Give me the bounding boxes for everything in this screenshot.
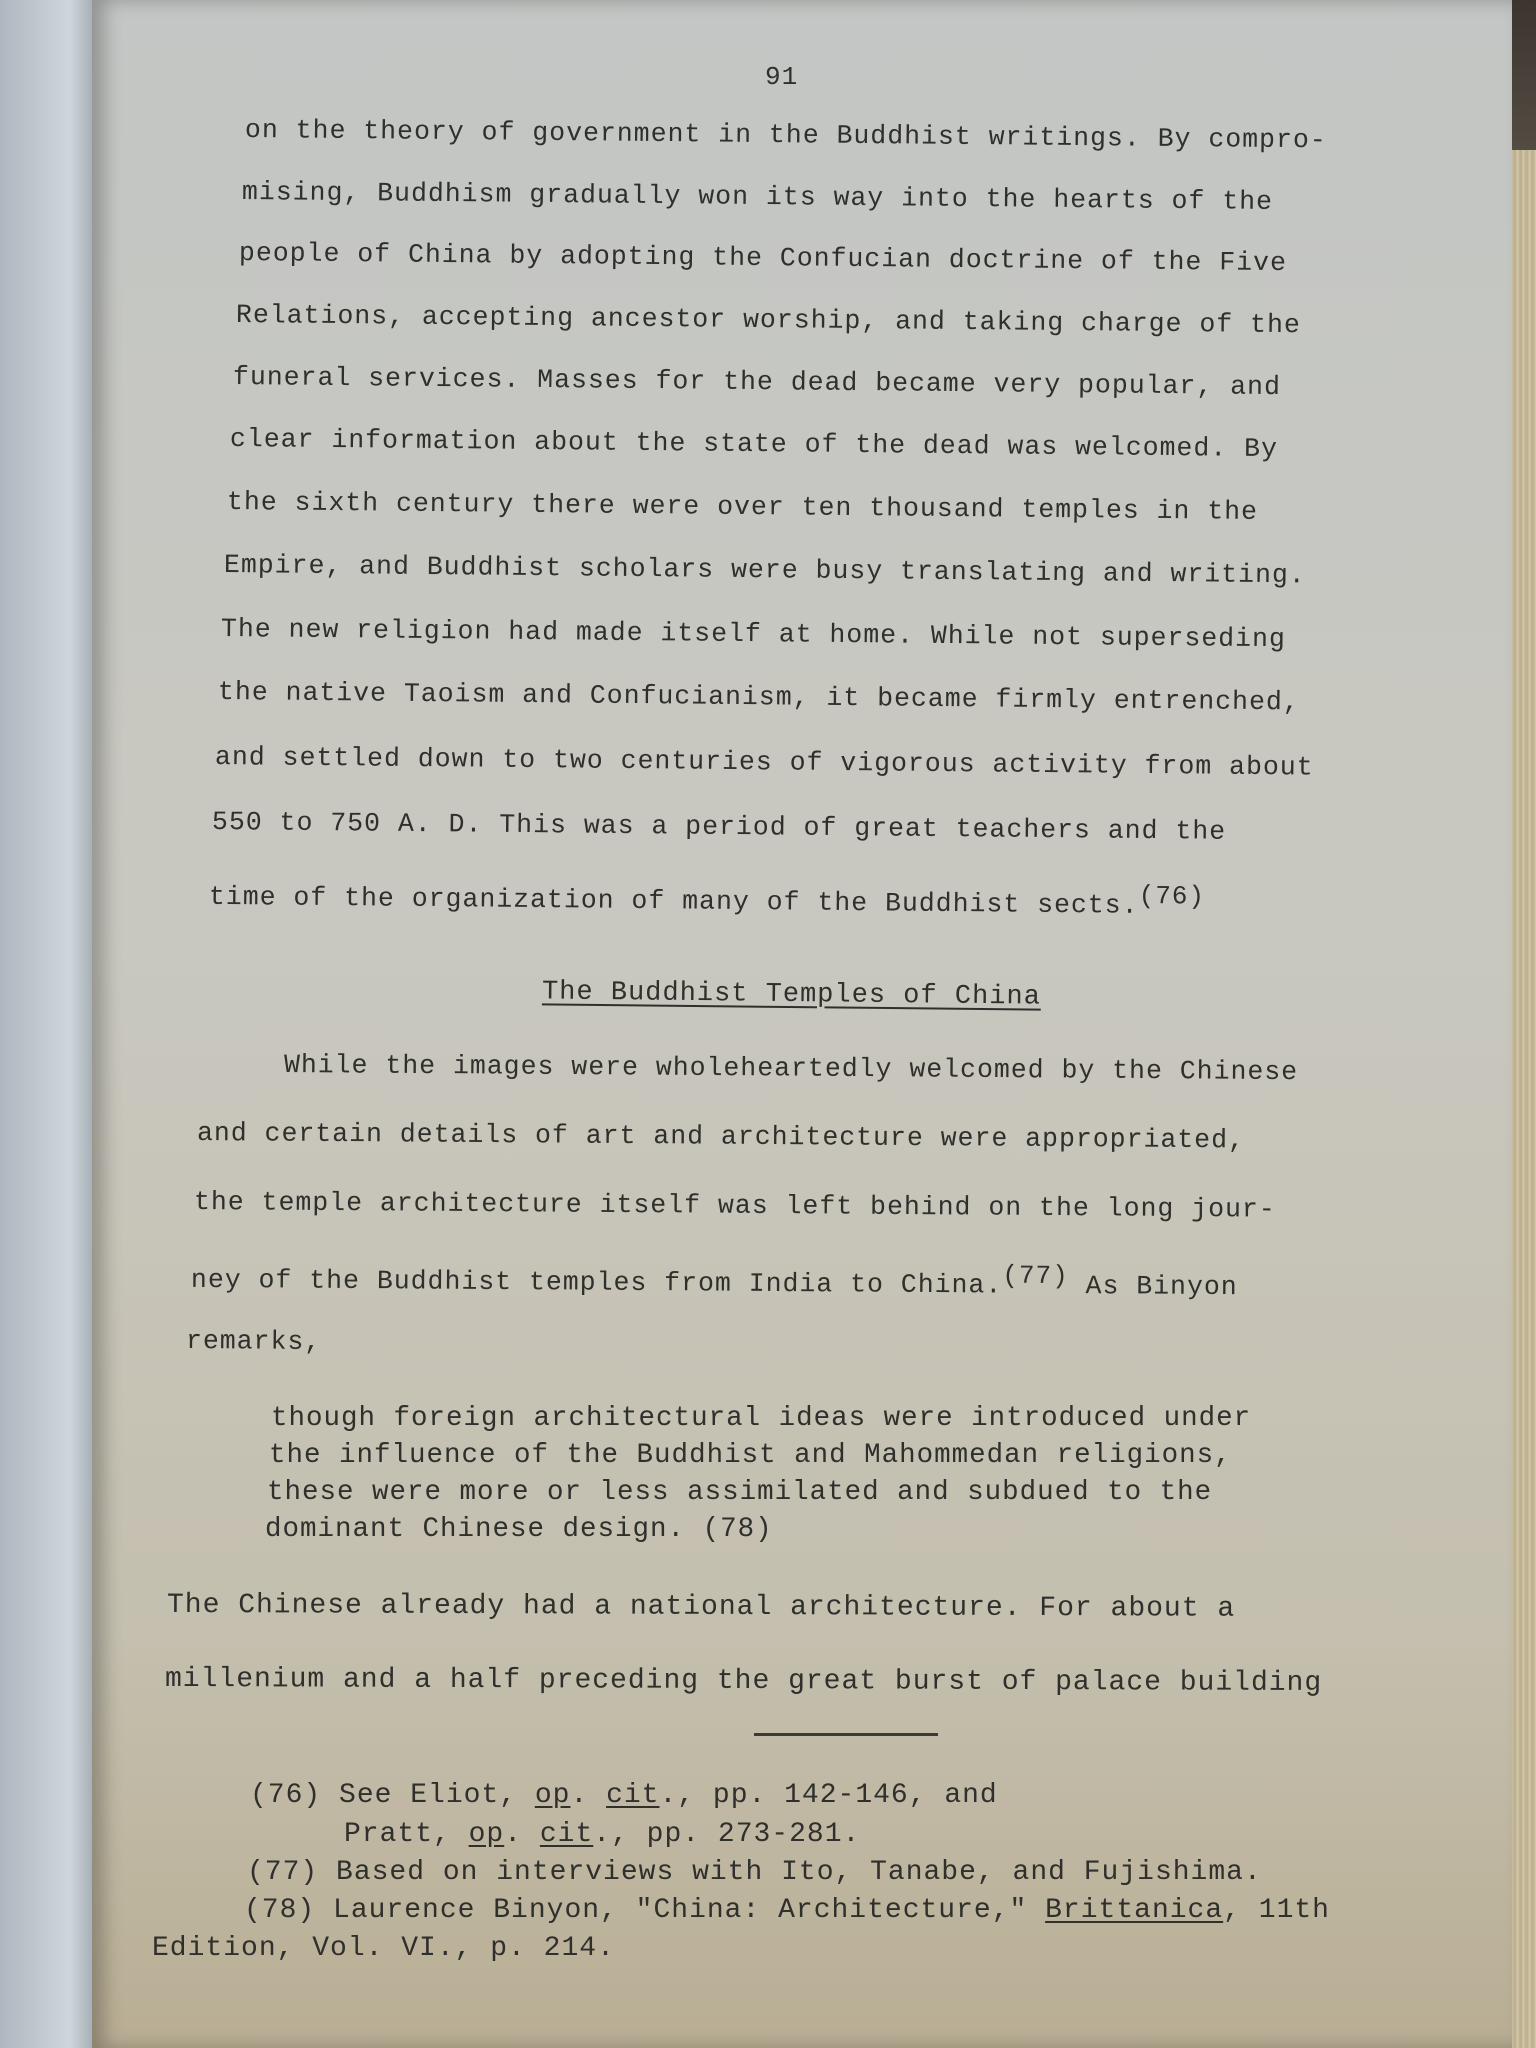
body-line-tail: As Binyon [1085, 1271, 1238, 1303]
typed-page [92, 0, 1512, 2048]
footnote-text: , 11th [1223, 1895, 1330, 1926]
footnote-ref-77: (77) [1002, 1260, 1069, 1292]
body-line: mising, Buddhism gradually won its way into the hearts of the [241, 177, 1274, 217]
footnote-text: ., pp. 142-146, and [659, 1780, 998, 1811]
body-line-text: time of the organization of many of the Buddhist sects. [208, 881, 1139, 921]
body-line [209, 872, 1205, 921]
body-line: The Chinese already had a national architecture. For about a [166, 1590, 1236, 1625]
block-quote-line: though foreign architectural ideas were introduced under [271, 1403, 1252, 1434]
body-line: funeral services. Masses for the dead became very popular, and [232, 362, 1282, 403]
footnote-ref-76: (76) [1138, 880, 1206, 912]
body-line: The new religion had made itself at home. While not superseding [220, 614, 1286, 655]
body-line: and certain details of art and architecture were appropriated, [196, 1118, 1246, 1156]
footnote-78 [244, 1895, 1330, 1926]
footnote-abbrev: op [534, 1780, 571, 1811]
footnote-text: (78) Laurence Binyon, "China: Architecture," [244, 1895, 1046, 1926]
footnote-text: . [570, 1780, 607, 1811]
body-line: the native Taoism and Confucianism, it became firmly entrenched, [217, 677, 1300, 718]
previous-page-edge [0, 0, 103, 2048]
footnote-rule [754, 1733, 938, 1736]
body-line: Relations, accepting ancestor worship, and taking charge of the [235, 300, 1301, 341]
footnote-abbrev: cit [606, 1780, 660, 1811]
footnote-text: . [504, 1819, 540, 1850]
footnote-abbrev: op [468, 1819, 505, 1850]
footnote-text: (76) See Eliot, [250, 1780, 535, 1811]
section-heading: The Buddhist Temples of China [541, 977, 1042, 1013]
body-line: people of China by adopting the Confucian doctrine of the Five [238, 238, 1288, 279]
body-line: remarks, [185, 1326, 322, 1357]
block-quote-line: dominant Chinese design. (78) [265, 1514, 773, 1545]
body-line: millenium and a half preceding the great burst of palace building [164, 1664, 1323, 1700]
body-line: clear information about the state of the dead was welcomed. By [229, 424, 1279, 465]
footnote-text: Pratt, [344, 1819, 469, 1850]
body-line [191, 1255, 1238, 1302]
page-number: 91 [765, 62, 799, 92]
body-line: While the images were wholeheartedly welcomed by the Chinese [283, 1050, 1299, 1088]
footnote-text: ., pp. 273-281. [593, 1819, 861, 1850]
footnote-abbrev: cit [539, 1819, 594, 1850]
body-line-text: ney of the Buddhist temples from India to China. [190, 1264, 1003, 1301]
body-line: and settled down to two centuries of vigorous activity from about [214, 742, 1314, 783]
block-quote-line: the influence of the Buddhist and Mahommedan religions, [269, 1440, 1232, 1471]
body-line: 550 to 750 A. D. This was a period of great teachers and the [211, 807, 1227, 847]
footnote-76-cont [344, 1819, 860, 1850]
body-line: the sixth century there were over ten thousand temples in the [226, 487, 1259, 527]
body-line: Empire, and Buddhist scholars were busy translating and writing. [223, 550, 1306, 591]
block-quote-line: these were more or less assimilated and subdued to the [267, 1477, 1213, 1508]
footnote-77: (77) Based on interviews with Ito, Tanabe, and Fujishima. [247, 1857, 1262, 1888]
footnote-source: Brittanica [1045, 1895, 1224, 1926]
body-line: on the theory of government in the Buddhist writings. By compro- [244, 115, 1327, 156]
body-line: the temple architecture itself was left behind on the long jour- [193, 1187, 1276, 1225]
footnote-76 [250, 1780, 998, 1811]
footnote-78-cont: Edition, Vol. VI., p. 214. [152, 1933, 615, 1964]
